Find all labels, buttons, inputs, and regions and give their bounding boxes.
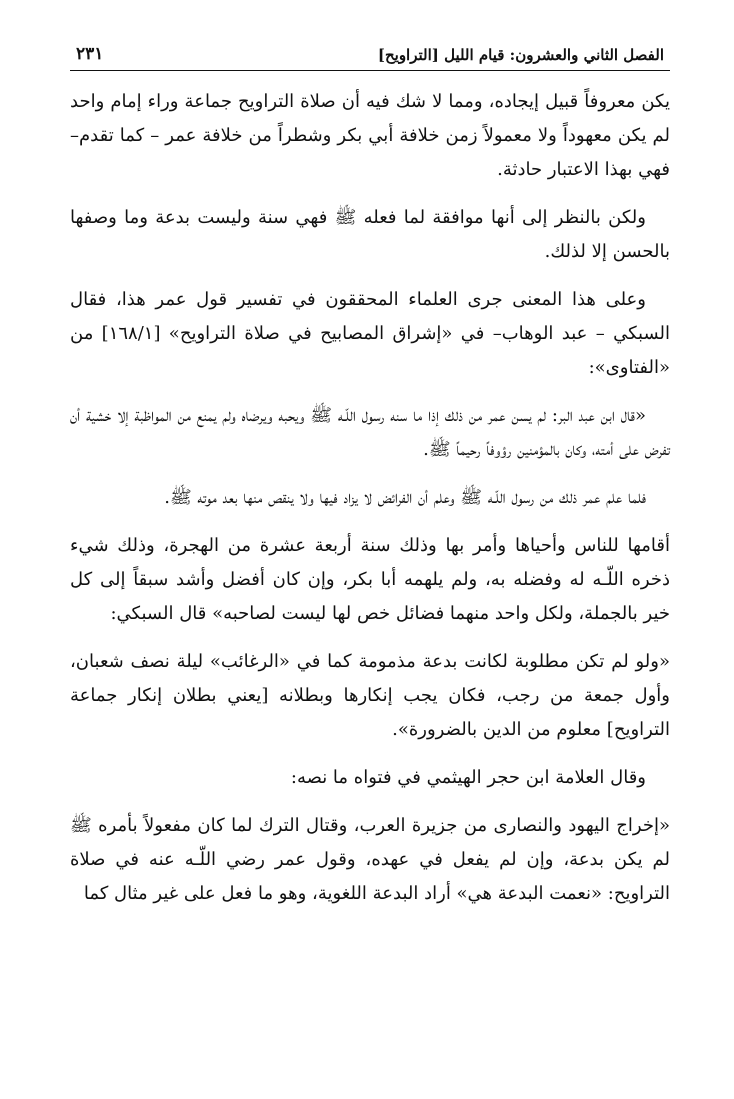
- paragraph-2: ولكن بالنظر إلى أنها موافقة لما فعله ﷺ فهي سنة وليست بدعة وما وصفها بالحسن إلا لذلك.: [70, 207, 670, 262]
- paragraph-9-quote: «إخراج اليهود والنصارى من جزيرة العرب، وقتال الترك لما كان مفعولاً بأمره ﷺ لم يكن بدعة، وإن لم يفعل في عهده، وقول عمر رضي اللّـه عنه في صلاة التراويح: «نعمت البدعة هي» أراد البدعة اللغوية، وهو ما فعل على غير مثال كما: [70, 815, 670, 904]
- paragraph-3: وعلى هذا المعنى جرى العلماء المحققون في تفسير قول عمر هذا، فقال السبكي – عبد الوهاب– في «إشراق المصابيح في صلاة التراويح» [١٦٨/١] من «الفتاوى»:: [70, 289, 670, 378]
- page-number: ٢٣١: [76, 44, 104, 64]
- paragraph-5-quote: فلما علم عمر ذلك من رسول اللّـه ﷺ وعلم أن الفرائض لا يزاد فيها ولا ينقص منها بعد موته ﷺ.: [164, 487, 646, 508]
- paragraph-7-quote: «ولو لم تكن مطلوبة لكانت بدعة مذمومة كما في «الرغائب» ليلة نصف شعبان، وأول جمعة من رجب، فكان يجب إنكارها وبطلانه [يعني بطلان إنكار جماعة التراويح] معلوم من الدين بالضرورة».: [70, 651, 670, 740]
- book-page: [70, 40, 670, 925]
- running-header: [70, 40, 670, 71]
- paragraph-6-quote: أقامها للناس وأحياها وأمر بها وذلك سنة أربعة عشرة من الهجرة، وذلك شيء ذخره اللّـه له وفضله به، ولم يلهمه أبا بكر، وإن كان أفضل وأشد سبقاً إلى كل خير بالجملة، ولكل واحد منهما فضائل خص لها ليست لصاحبه» قال السبكي:: [70, 535, 670, 624]
- paragraph-1: يكن معروفاً قبيل إيجاده، ومما لا شك فيه أن صلاة التراويح جماعة وراء إمام واحد لم يكن معهوداً ولا معمولاً زمن خلافة أبي بكر وشطراً من خلافة عمر – كما تقدم– فهي بهذا الاعتبار حادثة.: [70, 91, 670, 180]
- paragraph-4-quote: «قال ابن عبد البر: لم يسن عمر من ذلك إذا ما سنه رسول اللّـه ﷺ ويحبه ويرضاه ولم يمنع من المواظبة إلا خشية أن تفرض على أمته، وكان بالمؤمنين رؤوفاً رحيماً ﷺ.: [70, 405, 670, 460]
- paragraph-8: وقال العلامة ابن حجر الهيثمي في فتواه ما نصه:: [290, 767, 646, 788]
- chapter-title: الفصل الثاني والعشرون: قيام الليل [التراويح]: [377, 46, 664, 64]
- body-text: [70, 85, 670, 911]
